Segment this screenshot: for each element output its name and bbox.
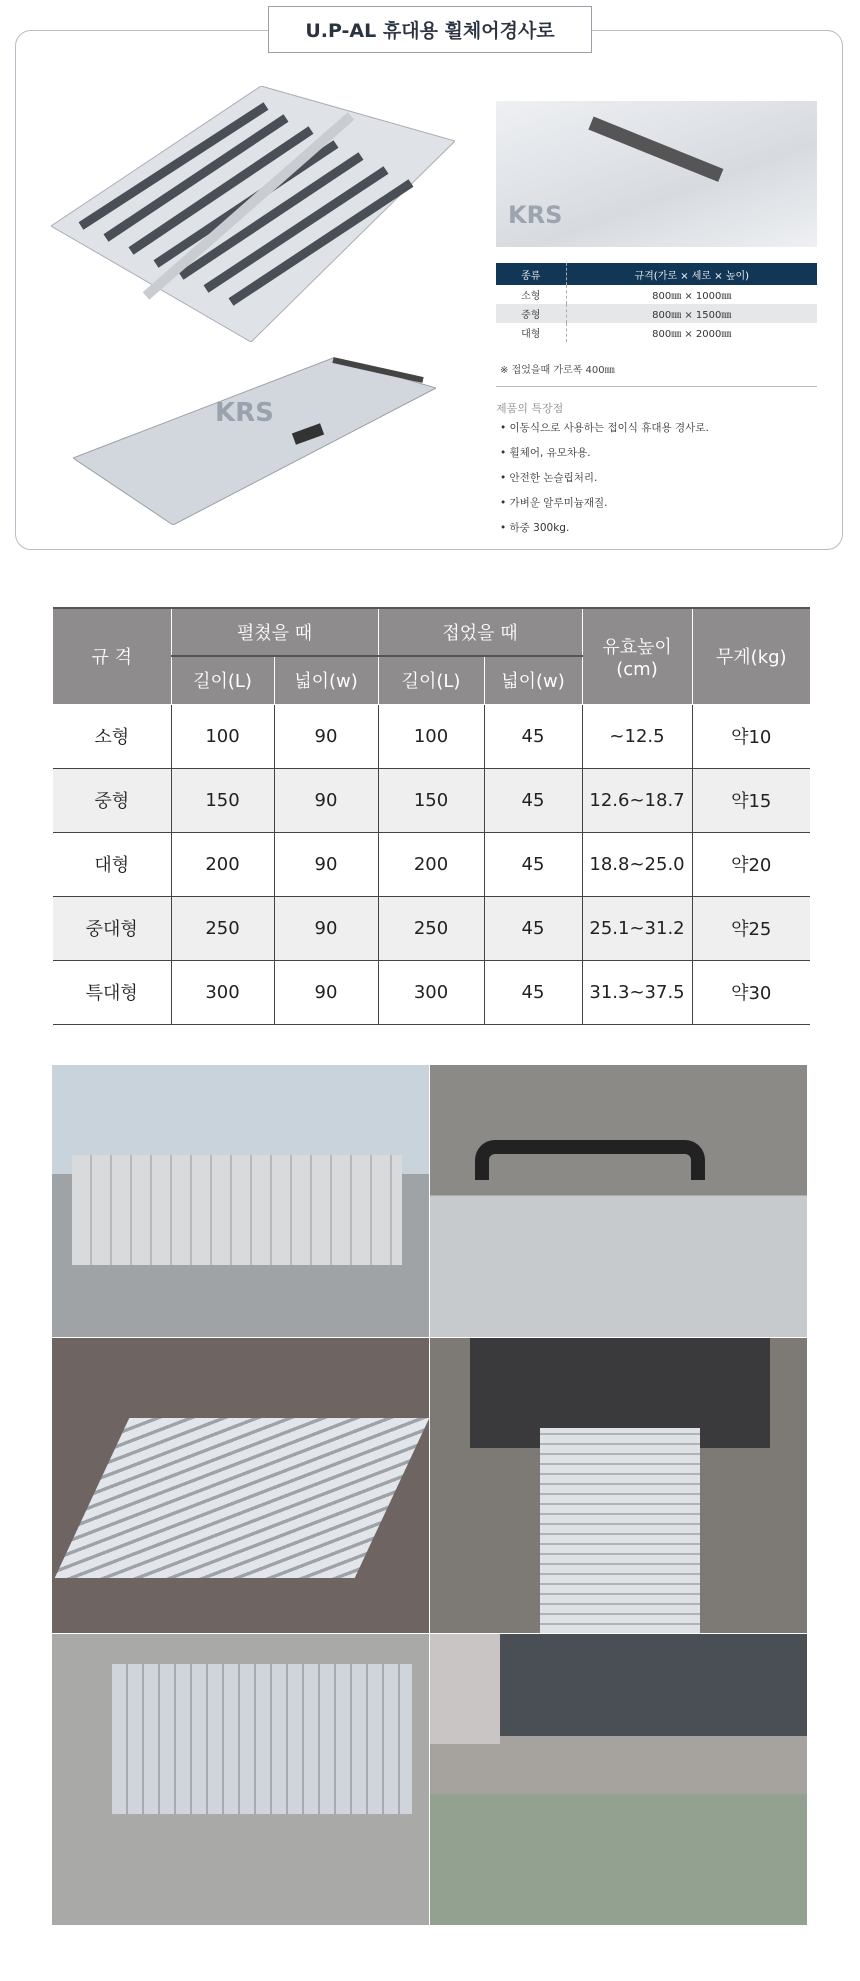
list-item: • 이동식으로 사용하는 접이식 휴대용 경사로.	[500, 420, 709, 445]
list-item: • 휠체어, 유모차용.	[500, 445, 709, 470]
header-width: 넓이(w)	[484, 656, 582, 704]
table-cell: 약15	[692, 768, 810, 832]
features-list	[500, 420, 709, 545]
table-cell: 250	[378, 896, 484, 960]
table-cell: 90	[274, 832, 378, 896]
list-item: • 안전한 논슬립처리.	[500, 470, 709, 495]
table-cell: 90	[274, 768, 378, 832]
table-cell: 300	[171, 960, 274, 1024]
table-cell: 12.6~18.7	[582, 768, 692, 832]
table-cell: 150	[171, 768, 274, 832]
folded-ramp-image	[73, 348, 436, 525]
photo-grid	[52, 1065, 807, 1925]
unfolded-ramp-image	[51, 86, 455, 342]
table-row	[53, 896, 810, 960]
table-cell: 300	[378, 960, 484, 1024]
table-cell: 중대형	[53, 896, 171, 960]
watermark-logo: KRS	[215, 398, 274, 428]
table-cell: 100	[378, 704, 484, 768]
photo-ramp-on-curb	[52, 1634, 429, 1925]
table-cell: 45	[484, 960, 582, 1024]
table-cell: 250	[171, 896, 274, 960]
table-cell: 90	[274, 704, 378, 768]
header-height: 유효높이 (cm)	[582, 608, 692, 704]
size-table	[53, 607, 810, 1025]
header-length: 길이(L)	[378, 656, 484, 704]
table-cell: 18.8~25.0	[582, 832, 692, 896]
photo-ramp-on-car	[430, 1338, 807, 1633]
watermark-logo: KRS	[508, 201, 563, 229]
table-cell: 90	[274, 960, 378, 1024]
table-row	[53, 704, 810, 768]
table-row: 중형 800㎜ × 1500㎜	[496, 304, 817, 323]
table-cell: 대형	[53, 832, 171, 896]
page-title: U.P-AL 휴대용 휠체어경사로	[268, 6, 592, 53]
table-cell: 약30	[692, 960, 810, 1024]
table-cell: 31.3~37.5	[582, 960, 692, 1024]
features-title: 제품의 특장점	[496, 402, 564, 415]
table-row	[53, 832, 810, 896]
table-cell: 45	[484, 704, 582, 768]
header-weight: 무게(kg)	[692, 608, 810, 704]
table-cell: 200	[378, 832, 484, 896]
header-unfolded: 펼쳤을 때	[171, 608, 378, 656]
table-cell: 약10	[692, 704, 810, 768]
photo-handle-detail	[430, 1065, 807, 1337]
divider	[496, 386, 817, 387]
photo-carrying-ramp	[52, 1065, 429, 1337]
table-cell: 45	[484, 896, 582, 960]
table-cell: 45	[484, 768, 582, 832]
table-cell: 특대형	[53, 960, 171, 1024]
header-length: 길이(L)	[171, 656, 274, 704]
table-cell: 소형	[53, 704, 171, 768]
table-cell: 150	[378, 768, 484, 832]
spec-header: 종류	[496, 263, 566, 285]
header-folded: 접었을 때	[378, 608, 582, 656]
photo-ramp-on-step	[52, 1338, 429, 1633]
fold-note: ※ 접었을때 가로폭 400㎜	[500, 365, 615, 376]
table-row: 대형 800㎜ × 2000㎜	[496, 323, 817, 342]
ramp-detail-image	[496, 101, 817, 247]
header-width: 넓이(w)	[274, 656, 378, 704]
spec-table	[496, 263, 817, 342]
list-item: • 가벼운 알루미늄재질.	[500, 495, 709, 520]
table-cell: ~12.5	[582, 704, 692, 768]
table-row: 소형 800㎜ × 1000㎜	[496, 285, 817, 304]
table-cell: 100	[171, 704, 274, 768]
header-spec: 규 격	[53, 608, 171, 704]
table-cell: 약25	[692, 896, 810, 960]
table-cell: 25.1~31.2	[582, 896, 692, 960]
table-cell: 약20	[692, 832, 810, 896]
table-cell: 90	[274, 896, 378, 960]
spec-header: 규격(가로 × 세로 × 높이)	[566, 263, 817, 285]
table-cell: 200	[171, 832, 274, 896]
list-item: • 하중 300kg.	[500, 520, 709, 545]
table-cell: 중형	[53, 768, 171, 832]
table-cell: 45	[484, 832, 582, 896]
table-row	[53, 768, 810, 832]
table-row	[53, 960, 810, 1024]
photo-ramps-at-storefront	[430, 1634, 807, 1925]
